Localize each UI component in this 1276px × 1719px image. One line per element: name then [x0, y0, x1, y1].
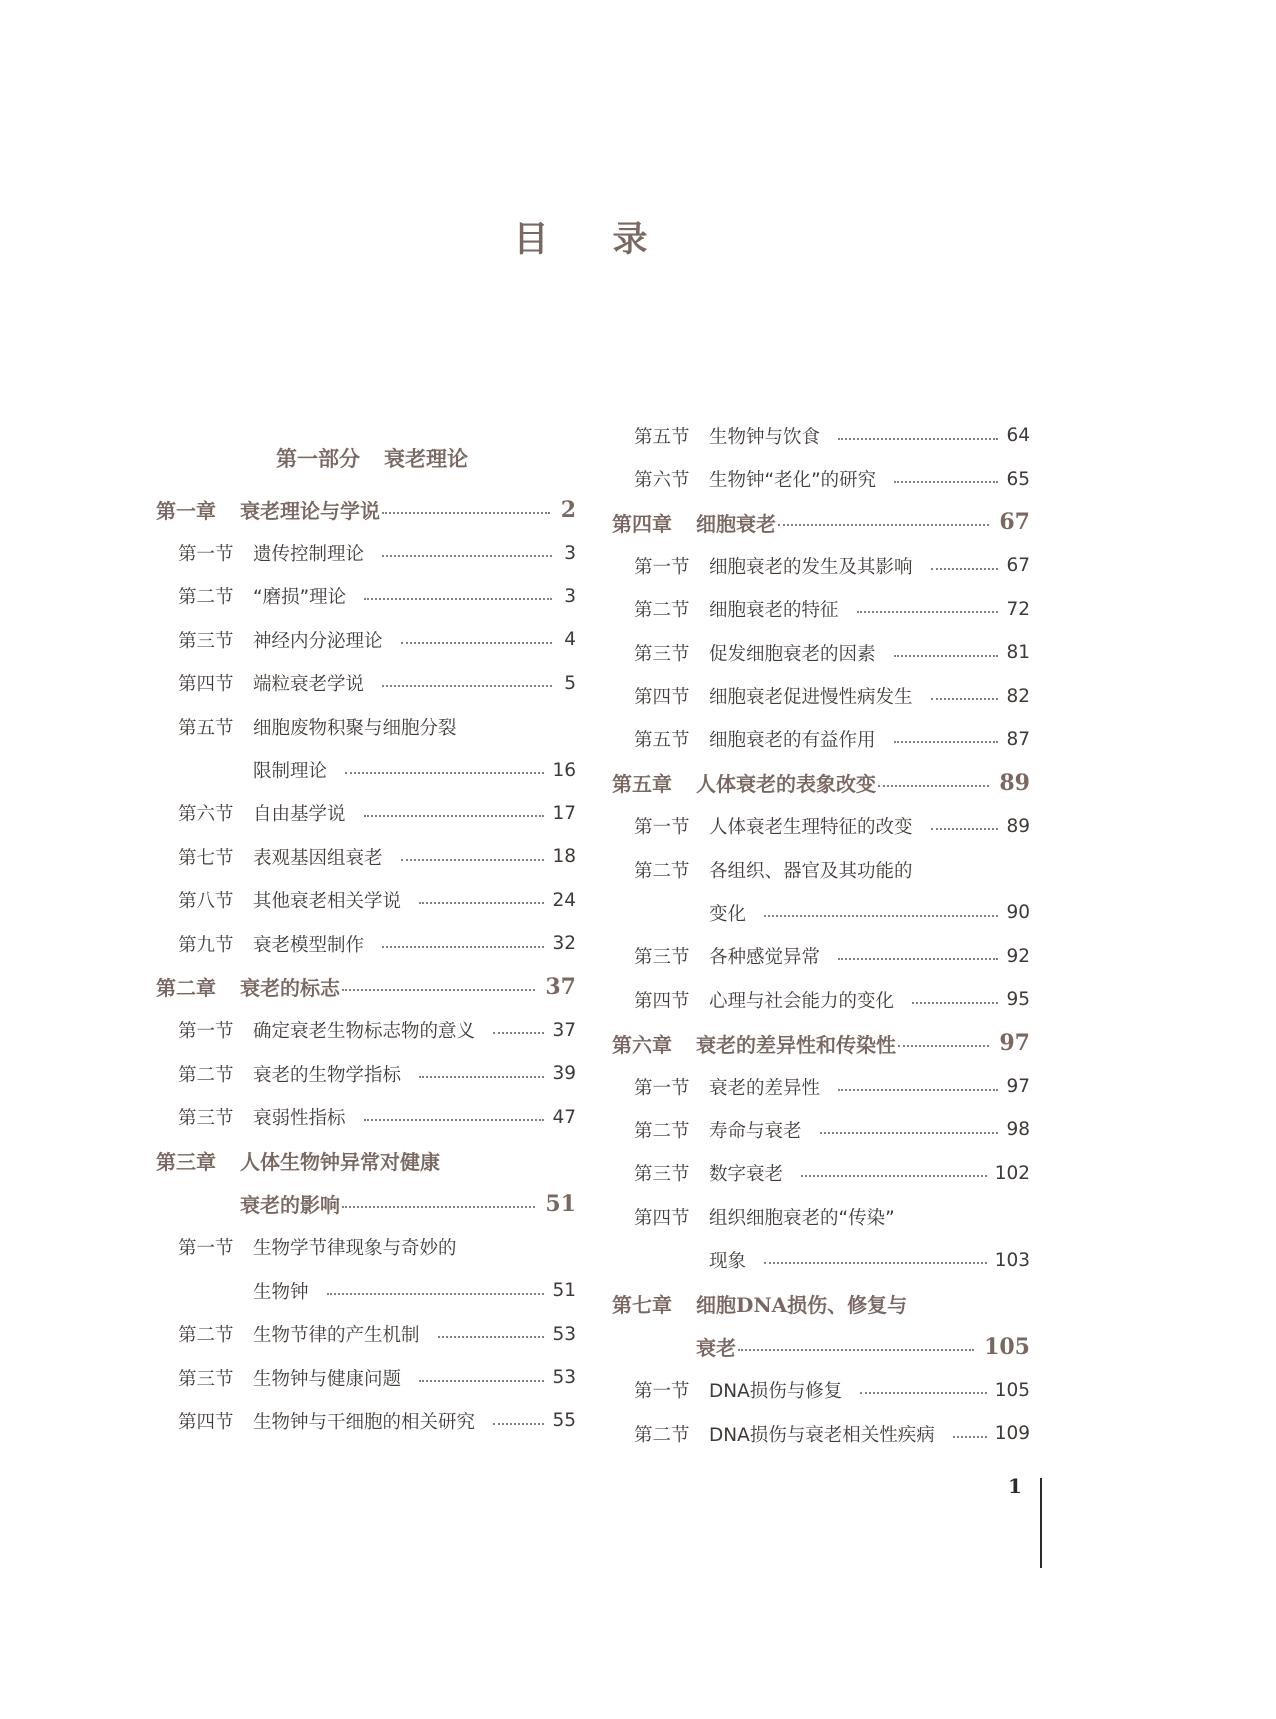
dot-leader: [493, 1032, 544, 1034]
section-label: 第三节: [634, 643, 690, 665]
entry-page-number: 16: [552, 759, 576, 781]
dot-leader: [931, 568, 999, 570]
dot-leader: [894, 741, 999, 743]
entry-page-number: 39: [552, 1063, 576, 1085]
entry-title: 生物钟与饮食: [709, 426, 821, 448]
toc-section-entry[interactable]: [156, 1226, 576, 1269]
entry-page-number: 24: [552, 889, 576, 911]
entry-page-number: 82: [1006, 685, 1030, 707]
entry-title: DNA损伤与修复: [709, 1381, 843, 1403]
section-label: 第二节: [178, 587, 234, 609]
entry-title: 生物学节律现象与奇妙的: [253, 1238, 457, 1260]
toc-section-entry[interactable]: [612, 457, 1030, 500]
section-label: 第五节: [178, 717, 234, 739]
toc-section-entry[interactable]: [612, 674, 1030, 717]
entry-title: 衰老: [696, 1336, 736, 1361]
toc-chapter-entry[interactable]: [612, 501, 1030, 544]
chapter-label: 第五章: [612, 772, 672, 797]
section-label: 第一节: [178, 1021, 234, 1043]
entry-page-number: 103: [994, 1249, 1030, 1271]
entry-page-number: 51: [552, 1280, 576, 1302]
toc-section-entry[interactable]: [612, 1152, 1030, 1195]
page-title-char: 目: [513, 219, 549, 260]
dot-leader: [894, 655, 999, 657]
entry-title: 衰老的生物学指标: [253, 1064, 402, 1086]
entry-page-number: 87: [1006, 728, 1030, 750]
toc-right-column: [612, 414, 1030, 1455]
dot-leader: [820, 1132, 999, 1134]
entry-page-number: 89: [999, 769, 1030, 796]
entry-page-number: 92: [1006, 945, 1030, 967]
section-label: 第二节: [178, 1325, 234, 1347]
toc-section-entry[interactable]: [612, 1238, 1030, 1281]
page-number: 1: [1008, 1474, 1022, 1498]
dot-leader: [860, 1392, 986, 1394]
entry-title: 衰老模型制作: [253, 934, 365, 956]
section-label: 第八节: [178, 891, 234, 913]
entry-title: 细胞衰老的特征: [709, 600, 839, 622]
entry-title: 神经内分泌理论: [253, 630, 383, 652]
toc-section-entry[interactable]: [612, 978, 1030, 1021]
section-label: 第一节: [634, 817, 690, 839]
toc-section-entry[interactable]: [612, 1065, 1030, 1108]
part-spacer: [156, 414, 576, 428]
entry-page-number: 102: [994, 1162, 1030, 1184]
section-label: 第一节: [178, 544, 234, 566]
entry-page-number: 51: [545, 1190, 576, 1217]
section-label: 第五节: [634, 730, 690, 752]
entry-page-number: 67: [999, 509, 1030, 536]
toc-left-column: [156, 414, 576, 1443]
dot-leader: [382, 685, 552, 687]
entry-page-number: 67: [1006, 555, 1030, 577]
entry-title: 衰老的差异性和传染性: [696, 1032, 896, 1057]
entry-title: 细胞衰老促进慢性病发生: [709, 687, 913, 709]
toc-section-entry[interactable]: [156, 748, 576, 791]
chapter-label: 第七章: [612, 1293, 672, 1317]
toc-section-entry[interactable]: [156, 922, 576, 965]
entry-title: 人体衰老的表象改变: [696, 772, 876, 797]
entry-page-number: 3: [564, 542, 576, 564]
entry-title: 衰弱性指标: [253, 1108, 346, 1130]
dot-leader: [419, 1380, 544, 1382]
section-label: 第六节: [178, 804, 234, 826]
dot-leader: [878, 785, 989, 787]
entry-page-number: 53: [552, 1367, 576, 1388]
entry-page-number: 37: [545, 973, 576, 1000]
section-label: 第一节: [634, 1381, 690, 1403]
section-label: 第四节: [634, 687, 690, 709]
dot-leader: [342, 1206, 535, 1208]
toc-chapter-entry[interactable]: [156, 488, 576, 531]
dot-leader: [894, 481, 998, 483]
entry-title: 限制理论: [253, 761, 328, 783]
section-label: 第二节: [634, 1424, 690, 1446]
section-label: 第九节: [178, 934, 234, 956]
entry-title: 细胞DNA损伤、修复与: [696, 1293, 908, 1317]
toc-section-entry[interactable]: [156, 1269, 576, 1312]
dot-leader: [342, 989, 535, 991]
toc-chapter-entry[interactable]: [612, 1021, 1030, 1064]
toc-chapter-entry[interactable]: [156, 1139, 576, 1182]
dot-leader: [778, 524, 989, 526]
section-label: 第二节: [634, 600, 690, 622]
dot-leader: [838, 958, 998, 960]
toc-section-entry[interactable]: [156, 705, 576, 748]
dot-leader: [382, 946, 544, 948]
toc-section-entry[interactable]: [156, 792, 576, 835]
section-label: 第三节: [178, 1108, 234, 1130]
entry-title: 生物节律的产生机制: [253, 1325, 420, 1347]
entry-title: 细胞衰老的发生及其影响: [709, 556, 913, 578]
part-title: 衰老理论: [384, 446, 468, 471]
dot-leader: [738, 1349, 974, 1351]
dot-leader: [401, 642, 552, 644]
section-label: 第三节: [178, 1368, 234, 1390]
section-label: 第五节: [634, 426, 690, 448]
chapter-label: 第四章: [612, 511, 672, 536]
toc-section-entry[interactable]: [156, 1009, 576, 1052]
entry-page-number: 55: [552, 1410, 576, 1432]
toc-section-entry[interactable]: [156, 1356, 576, 1399]
entry-title: 细胞衰老的有益作用: [709, 730, 876, 752]
dot-leader: [912, 1002, 998, 1004]
dot-leader: [764, 915, 998, 917]
entry-title: 衰老的影响: [240, 1193, 340, 1218]
entry-page-number: 89: [1006, 815, 1030, 837]
dot-leader: [953, 1436, 987, 1438]
dot-leader: [857, 611, 999, 613]
entry-title: 端粒衰老学说: [253, 674, 365, 696]
toc-section-entry[interactable]: [612, 805, 1030, 848]
toc-section-entry[interactable]: [156, 1095, 576, 1138]
section-label: 第三节: [634, 947, 690, 969]
toc-section-entry[interactable]: [612, 891, 1030, 934]
entry-title: 其他衰老相关学说: [253, 891, 402, 913]
section-label: 第二节: [634, 1120, 690, 1142]
entry-page-number: 105: [994, 1379, 1030, 1401]
dot-leader: [419, 1076, 544, 1078]
section-label: 第四节: [178, 1411, 234, 1433]
toc-section-entry[interactable]: [156, 1399, 576, 1442]
toc-section-entry[interactable]: [156, 618, 576, 661]
toc-section-entry[interactable]: [612, 588, 1030, 631]
entry-page-number: 72: [1006, 598, 1030, 620]
entry-title: DNA损伤与衰老相关性疾病: [709, 1424, 935, 1446]
entry-title: 心理与社会能力的变化: [709, 990, 895, 1012]
section-label: 第七节: [178, 847, 234, 869]
entry-title: 自由基学说: [253, 804, 346, 826]
toc-section-entry[interactable]: [612, 848, 1030, 891]
entry-page-number: 81: [1006, 642, 1030, 664]
entry-title: 衰老的标志: [240, 976, 340, 1001]
entry-page-number: 109: [994, 1423, 1030, 1445]
dot-leader: [419, 902, 544, 904]
entry-title: 数字衰老: [709, 1164, 784, 1186]
section-label: 第二节: [634, 860, 690, 882]
entry-page-number: 97: [1006, 1076, 1030, 1098]
toc-section-entry[interactable]: [612, 1412, 1030, 1455]
entry-page-number: 53: [552, 1323, 576, 1345]
dot-leader: [931, 698, 999, 700]
entry-page-number: 5: [564, 672, 576, 694]
dot-leader: [801, 1175, 987, 1177]
entry-title: 确定衰老生物标志物的意义: [253, 1021, 476, 1043]
toc-section-entry[interactable]: [612, 1195, 1030, 1238]
dot-leader: [382, 555, 552, 557]
toc-section-entry[interactable]: [612, 718, 1030, 761]
entry-page-number: 65: [1006, 468, 1030, 490]
entry-title: 衰老理论与学说: [240, 499, 380, 524]
dot-leader: [364, 815, 545, 817]
entry-title: 各种感觉异常: [709, 947, 821, 969]
dot-leader: [364, 1119, 545, 1121]
entry-title: 促发细胞衰老的因素: [709, 643, 876, 665]
toc-section-entry[interactable]: [612, 935, 1030, 978]
entry-title: 细胞废物积聚与细胞分裂: [253, 717, 457, 739]
dot-leader: [764, 1262, 987, 1264]
toc-chapter-entry[interactable]: [612, 1325, 1030, 1368]
toc-section-entry[interactable]: [156, 835, 576, 878]
entry-title: 遗传控制理论: [253, 544, 365, 566]
entry-page-number: 2: [560, 496, 576, 523]
dot-leader: [493, 1423, 544, 1425]
entry-title: 现象: [709, 1251, 747, 1273]
dot-leader: [401, 859, 545, 861]
entry-title: 细胞衰老: [696, 511, 776, 536]
toc-chapter-entry[interactable]: [156, 1182, 576, 1225]
toc-section-entry[interactable]: [156, 1312, 576, 1355]
page-title: [0, 212, 1161, 262]
entry-page-number: 97: [999, 1030, 1030, 1057]
entry-title: 组织细胞衰老的“传染”: [709, 1207, 895, 1229]
part-number: 第一部分: [276, 446, 360, 471]
section-label: 第四节: [634, 1207, 690, 1229]
dot-leader: [838, 1089, 998, 1091]
section-label: 第一节: [634, 1077, 690, 1099]
part-heading: [156, 428, 576, 488]
entry-title: 人体生物钟异常对健康: [240, 1150, 440, 1175]
entry-page-number: 4: [564, 629, 576, 651]
toc-section-entry[interactable]: [156, 879, 576, 922]
entry-page-number: 105: [984, 1333, 1030, 1360]
toc-section-entry[interactable]: [612, 414, 1030, 457]
dot-leader: [898, 1045, 989, 1047]
dot-leader: [327, 1293, 545, 1295]
section-label: 第一节: [634, 556, 690, 578]
entry-title: “磨损”理论: [253, 587, 347, 609]
entry-title: 表观基因组衰老: [253, 847, 383, 869]
toc-chapter-entry[interactable]: [156, 965, 576, 1008]
entry-title: 生物钟“老化”的研究: [709, 470, 877, 492]
toc-chapter-entry[interactable]: [612, 761, 1030, 804]
entry-title: 衰老的差异性: [709, 1077, 821, 1099]
entry-title: 生物钟: [253, 1281, 309, 1303]
chapter-label: 第一章: [156, 499, 216, 524]
toc-section-entry[interactable]: [156, 662, 576, 705]
entry-page-number: 95: [1006, 989, 1030, 1011]
toc-section-entry[interactable]: [612, 631, 1030, 674]
chapter-label: 第二章: [156, 976, 216, 1001]
entry-title: 各组织、器官及其功能的: [709, 860, 913, 882]
section-label: 第二节: [178, 1064, 234, 1086]
entry-title: 人体衰老生理特征的改变: [709, 817, 913, 839]
section-label: 第一节: [178, 1238, 234, 1260]
toc-section-entry[interactable]: [612, 1369, 1030, 1412]
entry-page-number: 3: [564, 585, 576, 607]
entry-title: 生物钟与健康问题: [253, 1368, 402, 1390]
dot-leader: [345, 772, 544, 774]
toc-chapter-entry[interactable]: [612, 1282, 1030, 1325]
page-title-char: 录: [612, 219, 648, 260]
chapter-label: 第三章: [156, 1150, 216, 1175]
dot-leader: [838, 438, 998, 440]
toc-section-entry[interactable]: [156, 531, 576, 574]
toc-section-entry[interactable]: [612, 1108, 1030, 1151]
dot-leader: [364, 598, 552, 600]
entry-title: 寿命与衰老: [709, 1120, 802, 1142]
dot-leader: [382, 512, 550, 514]
toc-section-entry[interactable]: [156, 1052, 576, 1095]
toc-section-entry[interactable]: [612, 544, 1030, 587]
page-edge-rule: [1040, 1478, 1042, 1568]
section-label: 第四节: [634, 990, 690, 1012]
section-label: 第六节: [634, 470, 690, 492]
chapter-label: 第六章: [612, 1032, 672, 1057]
section-label: 第四节: [178, 674, 234, 696]
entry-page-number: 90: [1006, 902, 1030, 924]
entry-page-number: 47: [552, 1106, 576, 1128]
entry-page-number: 18: [552, 846, 576, 868]
entry-page-number: 32: [552, 933, 576, 955]
dot-leader: [438, 1336, 545, 1338]
entry-page-number: 37: [552, 1019, 576, 1041]
section-label: 第三节: [634, 1164, 690, 1186]
entry-title: 生物钟与干细胞的相关研究: [253, 1411, 476, 1433]
toc-section-entry[interactable]: [156, 575, 576, 618]
entry-title: 变化: [709, 903, 747, 925]
entry-page-number: 17: [552, 802, 576, 824]
entry-page-number: 64: [1006, 425, 1030, 447]
entry-page-number: 98: [1006, 1119, 1030, 1141]
section-label: 第三节: [178, 630, 234, 652]
dot-leader: [931, 828, 999, 830]
